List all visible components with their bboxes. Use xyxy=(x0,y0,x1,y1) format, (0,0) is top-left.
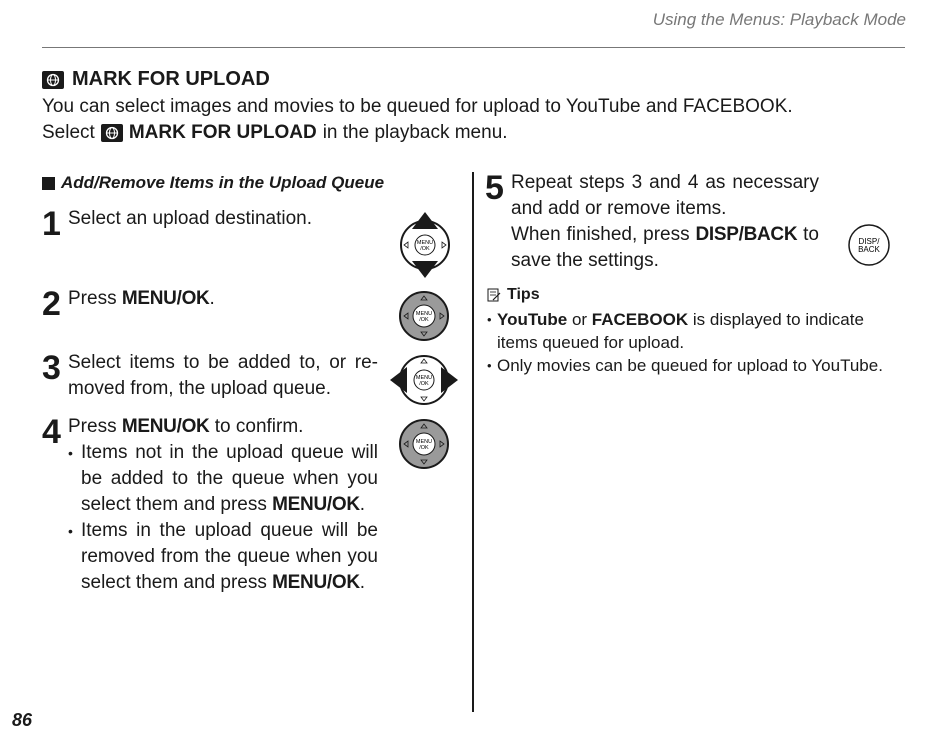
dial-label: /OK xyxy=(420,246,430,252)
subsection-title: Add/Remove Items in the Upload Queue xyxy=(61,173,385,192)
step-number: 4 xyxy=(42,413,61,451)
step-text: Select items to be added to, or re-moved from, the upload queue. xyxy=(68,352,378,399)
tip-item: • Only movies can be queued for upload to YouTube. xyxy=(487,354,907,377)
intro-bold: MARK FOR UPLOAD xyxy=(128,122,317,143)
step-suffix: to confirm. xyxy=(214,416,304,437)
square-bullet-icon xyxy=(42,177,55,190)
step-number: 2 xyxy=(42,285,61,323)
dial-label: MENU xyxy=(415,439,433,445)
dial-center-icon xyxy=(398,290,450,342)
page-header: Using the Menus: Playback Mode xyxy=(652,10,906,29)
step-text xyxy=(68,414,378,596)
dial-left-right-icon xyxy=(388,352,460,408)
bullet-text: Items in the upload queue will be removed from the queue when you select them and press xyxy=(81,520,378,593)
step-text xyxy=(511,170,819,274)
upload-icon xyxy=(42,71,64,89)
step-number: 3 xyxy=(42,349,61,387)
step-bullets xyxy=(68,440,378,596)
step-line-2 xyxy=(511,222,819,274)
step-number: 1 xyxy=(42,205,61,243)
subsection-heading xyxy=(42,173,384,193)
tips-icon xyxy=(487,288,501,302)
dial-label: MENU xyxy=(415,375,433,381)
step-1 xyxy=(42,206,382,242)
step-2 xyxy=(42,286,382,322)
step-prefix: When finished, press xyxy=(511,224,690,245)
dial-label: MENU xyxy=(416,240,434,246)
bullet-end: . xyxy=(359,494,366,515)
page-number: 86 xyxy=(12,710,33,730)
tips-title: Tips xyxy=(507,286,540,303)
tip-text: is displayed to indicate items queued for upload. xyxy=(497,310,864,352)
column-divider xyxy=(472,172,474,712)
intro-line-2 xyxy=(42,120,902,146)
disp-back-button-icon xyxy=(846,223,892,267)
intro-prefix: Select xyxy=(42,122,95,143)
step-bold: MENU/OK xyxy=(121,288,210,309)
dial-label: MENU xyxy=(415,311,433,317)
step-prefix: Press xyxy=(68,288,117,309)
bullet-item xyxy=(68,440,378,518)
button-label: DISP/ xyxy=(858,237,880,246)
upload-icon xyxy=(101,124,123,142)
button-label: BACK xyxy=(858,245,880,254)
step-text: Select an upload destination. xyxy=(68,208,313,229)
step-bold: MENU/OK xyxy=(121,416,210,437)
tip-item xyxy=(487,308,907,354)
dial-label: /OK xyxy=(419,381,429,387)
step-text xyxy=(68,286,215,322)
step-number: 5 xyxy=(485,169,504,207)
section-title: MARK FOR UPLOAD xyxy=(72,68,270,90)
intro-suffix: in the playback menu. xyxy=(322,122,508,143)
tip-bold: YouTube xyxy=(497,310,568,329)
tips-list xyxy=(487,308,907,377)
tips-heading xyxy=(487,286,540,304)
section-heading xyxy=(42,68,270,91)
step-suffix: . xyxy=(209,288,215,309)
dial-up-down-icon xyxy=(396,210,454,280)
tip-bold: FACEBOOK xyxy=(591,310,689,329)
step-5 xyxy=(485,170,821,274)
step-line-1: Repeat steps 3 and 4 as necessary and add or remove items. xyxy=(511,172,819,219)
step-suffix: to save the settings. xyxy=(511,224,820,271)
bullet-item xyxy=(68,518,378,596)
step-prefix: Press xyxy=(68,416,117,437)
bullet-end: . xyxy=(359,572,366,593)
bullet-bold: MENU/OK xyxy=(272,494,360,515)
header-rule xyxy=(42,47,905,48)
dial-center-icon xyxy=(398,418,450,470)
section-intro xyxy=(42,94,902,146)
intro-line-1: You can select images and movies to be queued for upload to YouTube and FACEBOOK. xyxy=(42,96,793,117)
step-bold: DISP/BACK xyxy=(695,224,798,245)
step-main xyxy=(68,414,378,440)
bullet-bold: MENU/OK xyxy=(272,572,360,593)
dial-label: /OK xyxy=(419,445,429,451)
bullet-text: Items not in the upload queue will be added to the queue when you select them and press xyxy=(81,442,378,515)
step-4 xyxy=(42,414,378,596)
tip-text: or xyxy=(571,310,588,329)
step-3 xyxy=(42,350,378,402)
dial-label: /OK xyxy=(419,317,429,323)
